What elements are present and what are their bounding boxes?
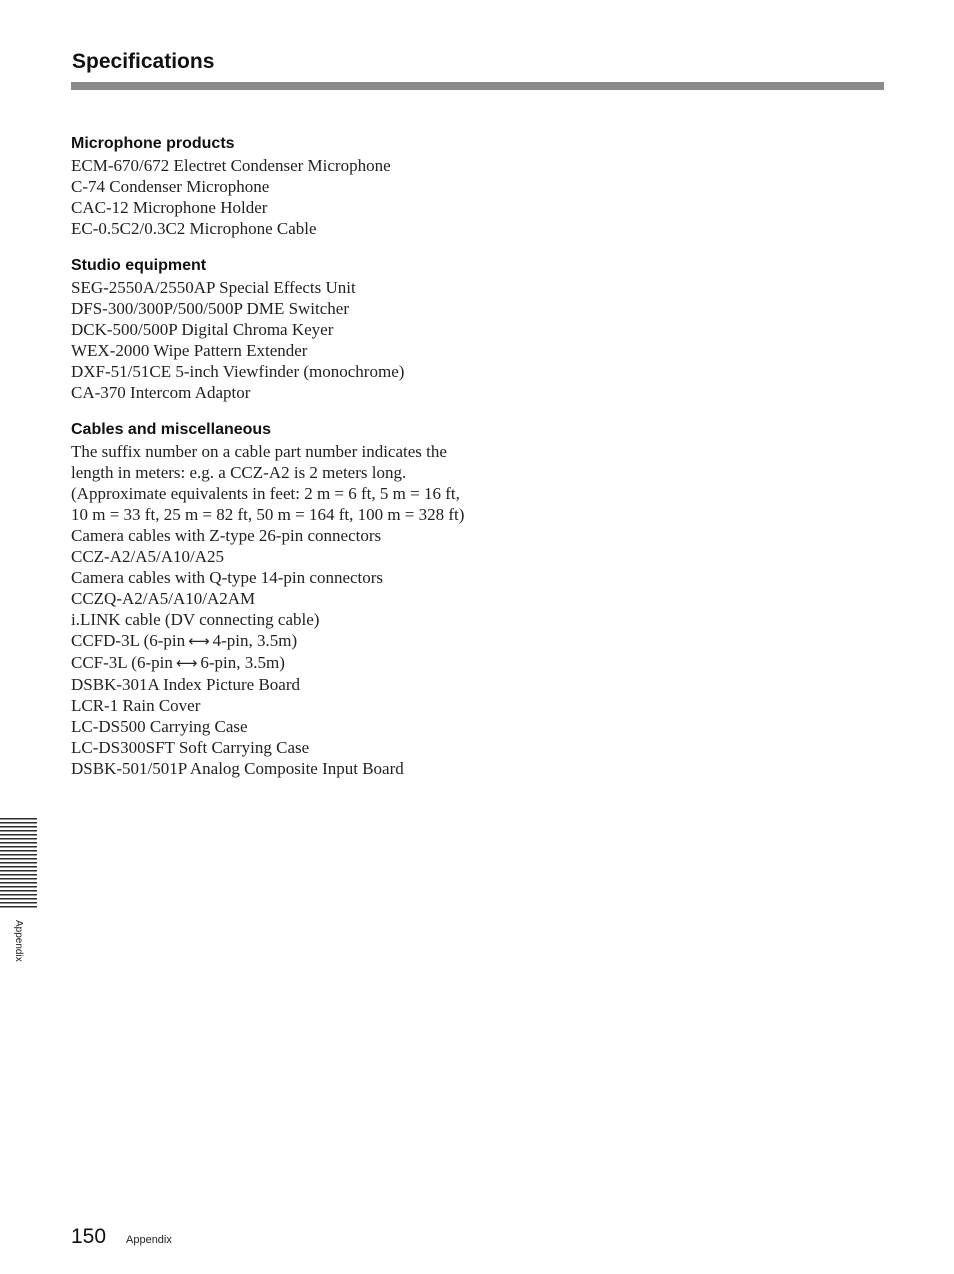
list-item: DXF-51/51CE 5-inch Viewfinder (monochrome) bbox=[71, 362, 405, 381]
list-item: SEG-2550A/2550AP Special Effects Unit bbox=[71, 278, 356, 297]
list-item: C-74 Condenser Microphone bbox=[71, 177, 270, 196]
side-tab-label: Appendix bbox=[13, 920, 24, 962]
footer-section-label: Appendix bbox=[126, 1234, 172, 1246]
list-item: CCZ-A2/A5/A10/A25 bbox=[71, 547, 224, 566]
cables-intro-paragraph: The suffix number on a cable part number indicates the length in meters: e.g. a CCZ-A2 is 2 meters long. (Approximate equivalents in feet: 2 m = 6 ft, 5 m = 16 ft, 10 m = 33 ft, 25 m = 82 ft, 50 m = 164 ft, 100 m = 328 ft) bbox=[71, 442, 465, 524]
page-number: 150 bbox=[71, 1225, 107, 1248]
microphone-section bbox=[71, 133, 471, 239]
list-item: CCZQ-A2/A5/A10/A2AM bbox=[71, 589, 256, 608]
list-item: LCR-1 Rain Cover bbox=[71, 696, 201, 715]
list-item: DFS-300/300P/500/500P DME Switcher bbox=[71, 299, 350, 318]
cables-section bbox=[71, 419, 471, 779]
title-rule bbox=[71, 82, 884, 90]
list-item-ccf bbox=[71, 652, 471, 674]
ccfd-label-start: CCFD-3L (6-pin bbox=[71, 631, 186, 650]
list-item: LC-DS500 Carrying Case bbox=[71, 717, 248, 736]
ccf-label-start: CCF-3L (6-pin bbox=[71, 653, 173, 672]
list-item: CAC-12 Microphone Holder bbox=[71, 198, 268, 217]
ccfd-label-end: 4-pin, 3.5m) bbox=[212, 631, 298, 650]
section-heading-microphone: Microphone products bbox=[71, 135, 235, 152]
side-tab-stripes bbox=[0, 818, 37, 910]
double-arrow-icon: ⟷ bbox=[188, 632, 210, 650]
ccf-label-end: 6-pin, 3.5m) bbox=[200, 653, 285, 672]
section-heading-studio: Studio equipment bbox=[71, 257, 207, 274]
list-item-ccfd bbox=[71, 630, 471, 652]
list-item: i.LINK cable (DV connecting cable) bbox=[71, 610, 320, 629]
double-arrow-icon: ⟷ bbox=[175, 654, 198, 672]
list-item: CA-370 Intercom Adaptor bbox=[71, 383, 251, 402]
list-item: Camera cables with Z-type 26-pin connectors bbox=[71, 526, 382, 545]
list-item: EC-0.5C2/0.3C2 Microphone Cable bbox=[71, 219, 317, 238]
list-item: DSBK-301A Index Picture Board bbox=[71, 675, 301, 694]
studio-section bbox=[71, 255, 471, 403]
list-item: ECM-670/672 Electret Condenser Microphone bbox=[71, 156, 391, 175]
page-title: Specifications bbox=[72, 50, 215, 73]
section-heading-cables: Cables and miscellaneous bbox=[71, 421, 272, 438]
list-item: DSBK-501/501P Analog Composite Input Board bbox=[71, 759, 404, 778]
list-item: WEX-2000 Wipe Pattern Extender bbox=[71, 341, 308, 360]
list-item: DCK-500/500P Digital Chroma Keyer bbox=[71, 320, 334, 339]
list-item: Camera cables with Q-type 14-pin connectors bbox=[71, 568, 384, 587]
list-item: LC-DS300SFT Soft Carrying Case bbox=[71, 738, 310, 757]
content bbox=[71, 133, 471, 795]
